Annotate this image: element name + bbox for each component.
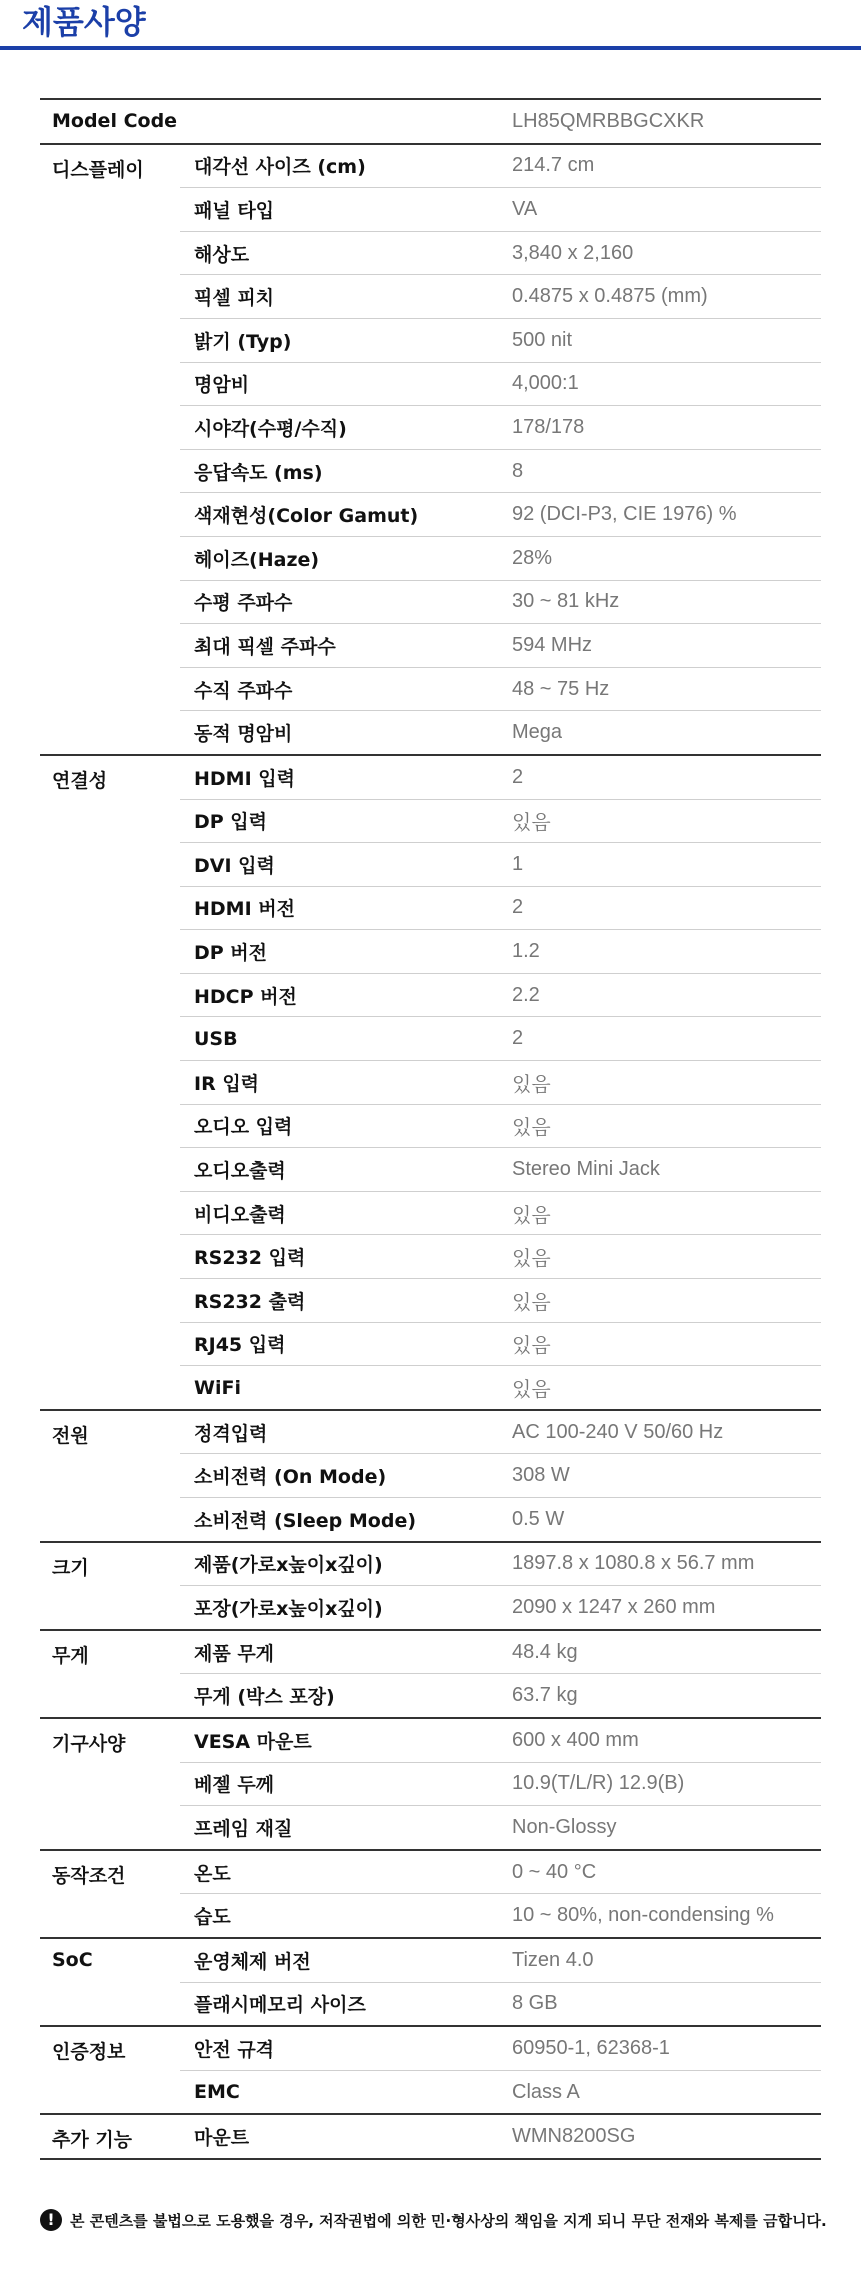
- spec-value: 있음: [500, 1366, 821, 1410]
- spec-label: DVI 입력: [180, 843, 500, 887]
- spec-value: 있음: [500, 1235, 821, 1279]
- spec-category: 디스플레이: [40, 144, 180, 755]
- spec-label: EMC: [180, 2070, 500, 2114]
- spec-label: 수평 주파수: [180, 580, 500, 624]
- spec-label: 밝기 (Typ): [180, 318, 500, 362]
- spec-value: 있음: [500, 1279, 821, 1323]
- spec-category: 인증정보: [40, 2026, 180, 2114]
- spec-label: 오디오 입력: [180, 1104, 500, 1148]
- spec-value: Stereo Mini Jack: [500, 1148, 821, 1192]
- spec-value: 2.2: [500, 973, 821, 1017]
- spec-label: 정격입력: [180, 1410, 500, 1454]
- spec-label: 색재현성(Color Gamut): [180, 493, 500, 537]
- spec-value: WMN8200SG: [500, 2114, 821, 2159]
- spec-label: 마운트: [180, 2114, 500, 2159]
- spec-label: 픽셀 피치: [180, 275, 500, 319]
- page-title: 제품사양: [22, 3, 146, 41]
- spec-value: 0.4875 x 0.4875 (mm): [500, 275, 821, 319]
- model-code-value: LH85QMRBBGCXKR: [500, 99, 821, 144]
- title-underline: [0, 46, 861, 50]
- spec-value: 2: [500, 886, 821, 930]
- spec-label: 습도: [180, 1894, 500, 1938]
- spec-label: 비디오출력: [180, 1191, 500, 1235]
- exclamation-icon: !: [40, 2209, 62, 2231]
- spec-value: 있음: [500, 1322, 821, 1366]
- spec-label: 무게 (박스 포장): [180, 1674, 500, 1718]
- spec-label: 해상도: [180, 231, 500, 275]
- spec-value: Mega: [500, 711, 821, 755]
- spec-value: 8 GB: [500, 1982, 821, 2026]
- spec-label: 명암비: [180, 362, 500, 406]
- spec-label: 플래시메모리 사이즈: [180, 1982, 500, 2026]
- spec-label: 포장(가로x높이x깊이): [180, 1586, 500, 1630]
- spec-label: 베젤 두께: [180, 1762, 500, 1806]
- spec-value: 1: [500, 843, 821, 887]
- spec-value: 500 nit: [500, 318, 821, 362]
- spec-category: 연결성: [40, 755, 180, 1410]
- model-code-label: Model Code: [40, 99, 500, 144]
- spec-value: 8: [500, 449, 821, 493]
- spec-label: 대각선 사이즈 (cm): [180, 144, 500, 188]
- spec-label: 헤이즈(Haze): [180, 536, 500, 580]
- spec-label: IR 입력: [180, 1061, 500, 1105]
- spec-label: 시야각(수평/수직): [180, 406, 500, 450]
- spec-table: [40, 98, 821, 2160]
- spec-label: 제품 무게: [180, 1630, 500, 1674]
- spec-category: 기구사양: [40, 1718, 180, 1850]
- spec-label: 패널 타입: [180, 188, 500, 232]
- spec-value: Tizen 4.0: [500, 1938, 821, 1982]
- spec-label: HDMI 입력: [180, 755, 500, 799]
- spec-value: 600 x 400 mm: [500, 1718, 821, 1762]
- spec-label: 소비전력 (On Mode): [180, 1454, 500, 1498]
- spec-value: 594 MHz: [500, 624, 821, 668]
- spec-value: 28%: [500, 536, 821, 580]
- model-code-row: [40, 99, 821, 144]
- spec-row: [40, 1542, 821, 1586]
- spec-row: [40, 144, 821, 188]
- spec-value: 4,000:1: [500, 362, 821, 406]
- spec-value: 2: [500, 755, 821, 799]
- spec-label: 운영체제 버전: [180, 1938, 500, 1982]
- spec-value: 308 W: [500, 1454, 821, 1498]
- spec-label: HDMI 버전: [180, 886, 500, 930]
- spec-category: 동작조건: [40, 1850, 180, 1938]
- spec-label: RS232 입력: [180, 1235, 500, 1279]
- spec-value: 48.4 kg: [500, 1630, 821, 1674]
- spec-label: 응답속도 (ms): [180, 449, 500, 493]
- spec-label: 제품(가로x높이x깊이): [180, 1542, 500, 1586]
- spec-label: VESA 마운트: [180, 1718, 500, 1762]
- spec-row: [40, 1410, 821, 1454]
- notice-text: 본 콘텐츠를 불법으로 도용했을 경우, 저작권법에 의한 민·형사상의 책임을 지게 되니 무단 전재와 복제를 금합니다.: [70, 2211, 827, 2230]
- spec-label: 오디오출력: [180, 1148, 500, 1192]
- spec-value: 있음: [500, 1061, 821, 1105]
- spec-row: [40, 1630, 821, 1674]
- spec-label: HDCP 버전: [180, 973, 500, 1017]
- spec-label: 온도: [180, 1850, 500, 1894]
- spec-value: 0 ~ 40 °C: [500, 1850, 821, 1894]
- spec-value: 2: [500, 1017, 821, 1061]
- spec-category: 크기: [40, 1542, 180, 1630]
- spec-value: AC 100-240 V 50/60 Hz: [500, 1410, 821, 1454]
- spec-label: RS232 출력: [180, 1279, 500, 1323]
- spec-label: DP 입력: [180, 799, 500, 843]
- spec-value: 214.7 cm: [500, 144, 821, 188]
- spec-value: 있음: [500, 1104, 821, 1148]
- spec-row: [40, 2026, 821, 2070]
- spec-category: SoC: [40, 1938, 180, 2026]
- spec-value: 92 (DCI-P3, CIE 1976) %: [500, 493, 821, 537]
- spec-value: 1897.8 x 1080.8 x 56.7 mm: [500, 1542, 821, 1586]
- spec-value: Class A: [500, 2070, 821, 2114]
- spec-value: 10.9(T/L/R) 12.9(B): [500, 1762, 821, 1806]
- spec-value: 60950-1, 62368-1: [500, 2026, 821, 2070]
- spec-category: 무게: [40, 1630, 180, 1718]
- spec-value: 178/178: [500, 406, 821, 450]
- spec-category: 전원: [40, 1410, 180, 1542]
- spec-label: USB: [180, 1017, 500, 1061]
- spec-category: 추가 기능: [40, 2114, 180, 2159]
- spec-label: WiFi: [180, 1366, 500, 1410]
- spec-row: [40, 755, 821, 799]
- spec-value: 10 ~ 80%, non-condensing %: [500, 1894, 821, 1938]
- spec-value: 63.7 kg: [500, 1674, 821, 1718]
- spec-label: 최대 픽셀 주파수: [180, 624, 500, 668]
- spec-label: DP 버전: [180, 930, 500, 974]
- spec-value: 1.2: [500, 930, 821, 974]
- spec-value: 3,840 x 2,160: [500, 231, 821, 275]
- copyright-notice: [40, 2205, 827, 2235]
- spec-label: 소비전력 (Sleep Mode): [180, 1498, 500, 1542]
- spec-label: RJ45 입력: [180, 1322, 500, 1366]
- spec-value: 0.5 W: [500, 1498, 821, 1542]
- spec-label: 수직 주파수: [180, 667, 500, 711]
- spec-value: 2090 x 1247 x 260 mm: [500, 1586, 821, 1630]
- spec-value: 48 ~ 75 Hz: [500, 667, 821, 711]
- spec-label: 프레임 재질: [180, 1806, 500, 1850]
- spec-row: [40, 2114, 821, 2159]
- spec-row: [40, 1938, 821, 1982]
- spec-value: 있음: [500, 1191, 821, 1235]
- spec-value: 있음: [500, 799, 821, 843]
- spec-row: [40, 1850, 821, 1894]
- spec-label: 안전 규격: [180, 2026, 500, 2070]
- spec-value: Non-Glossy: [500, 1806, 821, 1850]
- spec-label: 동적 명암비: [180, 711, 500, 755]
- spec-value: VA: [500, 188, 821, 232]
- spec-row: [40, 1718, 821, 1762]
- spec-value: 30 ~ 81 kHz: [500, 580, 821, 624]
